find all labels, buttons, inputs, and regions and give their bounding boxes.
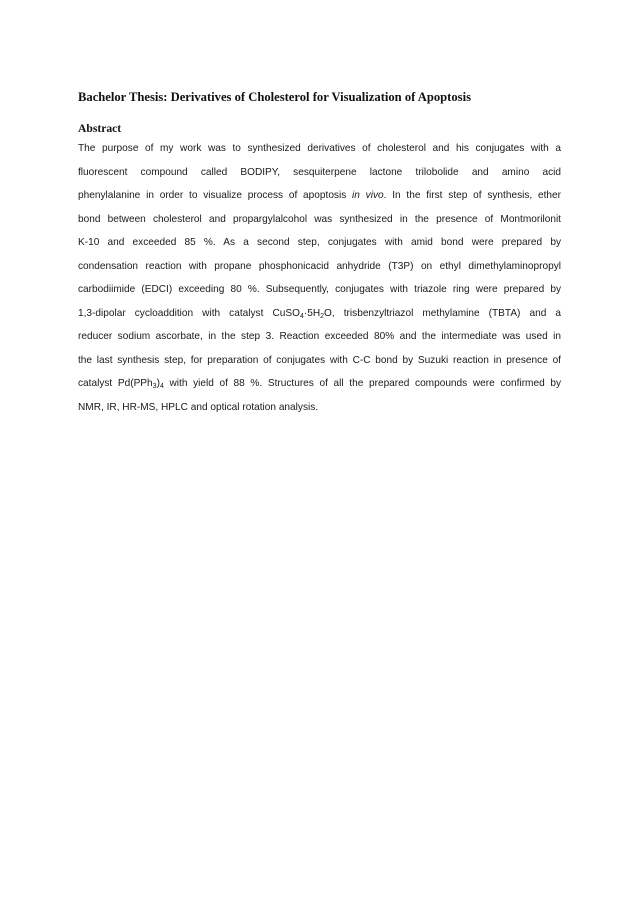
subscript-4: 4 — [299, 312, 304, 320]
subscript-2: 2 — [320, 312, 325, 320]
abstract-line-3-end: . In the first step of synthesis, ether — [383, 190, 561, 201]
abstract-line-12: NMR, IR, HR-MS, HPLC and optical rotation analysis. — [78, 401, 319, 413]
abstract-line-11 — [78, 372, 561, 396]
abstract-line-10: the last synthesis step, for preparation of conjugates with C-C bond by Suzuki reaction in presence of — [78, 354, 561, 366]
thesis-title: Bachelor Thesis: Derivatives of Cholesterol for Visualization of Apoptosis — [78, 90, 471, 104]
abstract-line-1: The purpose of my work was to synthesized derivatives of cholesterol and his conjugates with a — [78, 143, 561, 154]
subscript-3: 3 — [152, 383, 157, 390]
abstract-line-2: fluorescent compound called BODIPY, sesquiterpene lactone trilobolide and amino acid — [78, 166, 561, 178]
abstract-line-3-start: phenylalanine in order to visualize process of apoptosis — [78, 190, 353, 201]
abstract-line-8-mid: ·5H — [303, 307, 321, 319]
abstract-heading: Abstract — [78, 122, 122, 135]
abstract-line-5: K-10 and exceeded 85 %. As a second step, conjugates with amid bond were prepared by — [78, 237, 561, 248]
abstract-line-8-end: O, trisbenzyltriazol methylamine (TBTA) and a — [324, 307, 561, 319]
abstract-line-8-start: 1,3-dipolar cycloaddition with catalyst CuSO — [78, 307, 300, 319]
subscript-4b: 4 — [159, 383, 164, 390]
abstract-line-7: carbodiimide (EDCI) exceeding 80 %. Subsequently, conjugates with triazole ring were prepared by — [78, 284, 561, 295]
abstract-line-9: reducer sodium ascorbate, in the step 3. Reaction exceeded 80% and the intermediate was used in — [78, 331, 561, 342]
abstract-line-11-paren: ) — [156, 378, 160, 389]
abstract-line-11-start: catalyst Pd(PPh — [78, 378, 153, 389]
abstract-body — [78, 137, 561, 419]
abstract-line-6: condensation reaction with propane phosphonicacid anhydride (T3P) on ethyl dimethylaminopropyl — [78, 260, 561, 272]
abstract-line-8 — [78, 302, 561, 326]
italic-in-vivo: in vivo — [352, 190, 384, 201]
abstract-line-4: bond between cholesterol and propargylalcohol was synthesized in the presence of Montmorilonit — [78, 213, 561, 225]
abstract-line-3 — [78, 184, 561, 208]
abstract-line-11-end: with yield of 88 %. Structures of all the prepared compounds were confirmed by — [163, 378, 561, 389]
